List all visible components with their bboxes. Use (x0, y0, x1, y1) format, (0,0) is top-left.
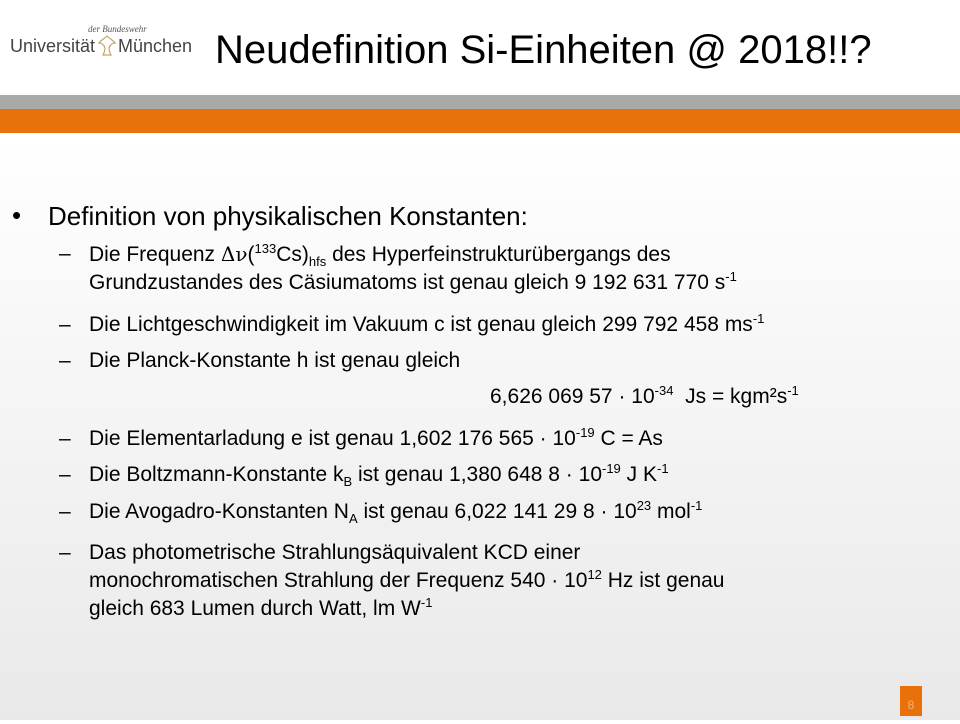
planck-value (490, 383, 799, 411)
logo-right-text: München (118, 36, 193, 56)
list-item-elementary-charge (59, 425, 663, 453)
page-number: 8 (900, 686, 922, 716)
item-text: C = As (594, 427, 663, 450)
main-bullet (12, 200, 528, 232)
header-orange-bar (0, 109, 960, 133)
university-logo (10, 22, 193, 72)
list-item-boltzmann (59, 461, 669, 490)
dash-symbol: – (59, 242, 71, 265)
superscript: -1 (420, 595, 433, 610)
delta-nu-symbol: Δν (220, 242, 248, 266)
dash-symbol: – (59, 541, 71, 564)
item-text: Cs) (276, 243, 309, 266)
slide-title: Neudefinition Si-Einheiten @ 2018!!? (215, 28, 872, 72)
item-text: des Hyperfeinstrukturübergangs des (326, 243, 671, 266)
item-text: Hz ist genau (601, 569, 725, 592)
dash-symbol: – (59, 500, 71, 523)
list-item-light-speed (59, 311, 765, 339)
item-text: J K (620, 463, 657, 486)
superscript: 23 (636, 498, 652, 513)
item-text: ( (247, 243, 255, 266)
superscript: -1 (690, 498, 703, 513)
superscript: -1 (787, 383, 799, 398)
item-text: Die Elementarladung e ist genau 1,602 176 565 · 10 (89, 427, 576, 450)
slide-content (0, 133, 960, 720)
superscript: -19 (602, 461, 621, 476)
header-gray-bar (0, 95, 960, 109)
logo-left-text: Universität (10, 36, 96, 56)
item-text: Das photometrische Strahlungsäquivalent KCD einer (89, 541, 581, 564)
list-item-avogadro (59, 498, 703, 527)
list-item-frequency (59, 240, 737, 297)
superscript: 12 (587, 567, 602, 582)
bullet-symbol: • (12, 200, 22, 230)
dash-symbol: – (59, 427, 71, 450)
dash-symbol: – (59, 463, 71, 486)
dash-symbol: – (59, 313, 71, 336)
superscript: -1 (656, 461, 669, 476)
item-text: mol (651, 500, 691, 523)
main-bullet-text: Definition von physikalischen Konstanten: (48, 201, 528, 231)
dash-symbol: – (59, 349, 71, 372)
superscript: -1 (752, 311, 765, 326)
item-text: ist genau 1,380 648 8 · 10 (352, 463, 602, 486)
item-text: Die Boltzmann-Konstante k (89, 463, 344, 486)
slide-header (0, 0, 960, 96)
item-text: Die Frequenz (89, 243, 221, 266)
item-text: Die Lichtgeschwindigkeit im Vakuum c ist genau gleich 299 792 458 ms (89, 313, 753, 336)
subscript: B (343, 474, 353, 490)
item-text: Die Avogadro-Konstanten N (89, 500, 349, 523)
item-text: monochromatischen Strahlung der Frequenz 540 · 10 (89, 569, 588, 592)
subscript: A (348, 511, 358, 527)
item-text: ist genau 6,022 141 29 8 · 10 (357, 500, 637, 523)
item-text: Grundzustandes des Cäsiumatoms ist genau gleich 9 192 631 770 s (89, 271, 726, 294)
item-text: 6,626 069 57 · 10 (490, 385, 655, 408)
superscript: 133 (254, 241, 277, 256)
subscript: hfs (308, 254, 327, 270)
logo-small-text: der Bundeswehr (88, 24, 147, 34)
list-item-planck (59, 347, 461, 375)
superscript: -34 (654, 383, 674, 398)
superscript: -19 (575, 425, 595, 440)
superscript: -1 (725, 269, 737, 284)
item-text: Js = kgm²s (673, 385, 788, 408)
eagle-icon (97, 34, 117, 56)
list-item-photometric (59, 539, 725, 623)
item-text: gleich 683 Lumen durch Watt, lm W (89, 597, 421, 620)
item-text: Die Planck-Konstante h ist genau gleich (89, 349, 461, 372)
